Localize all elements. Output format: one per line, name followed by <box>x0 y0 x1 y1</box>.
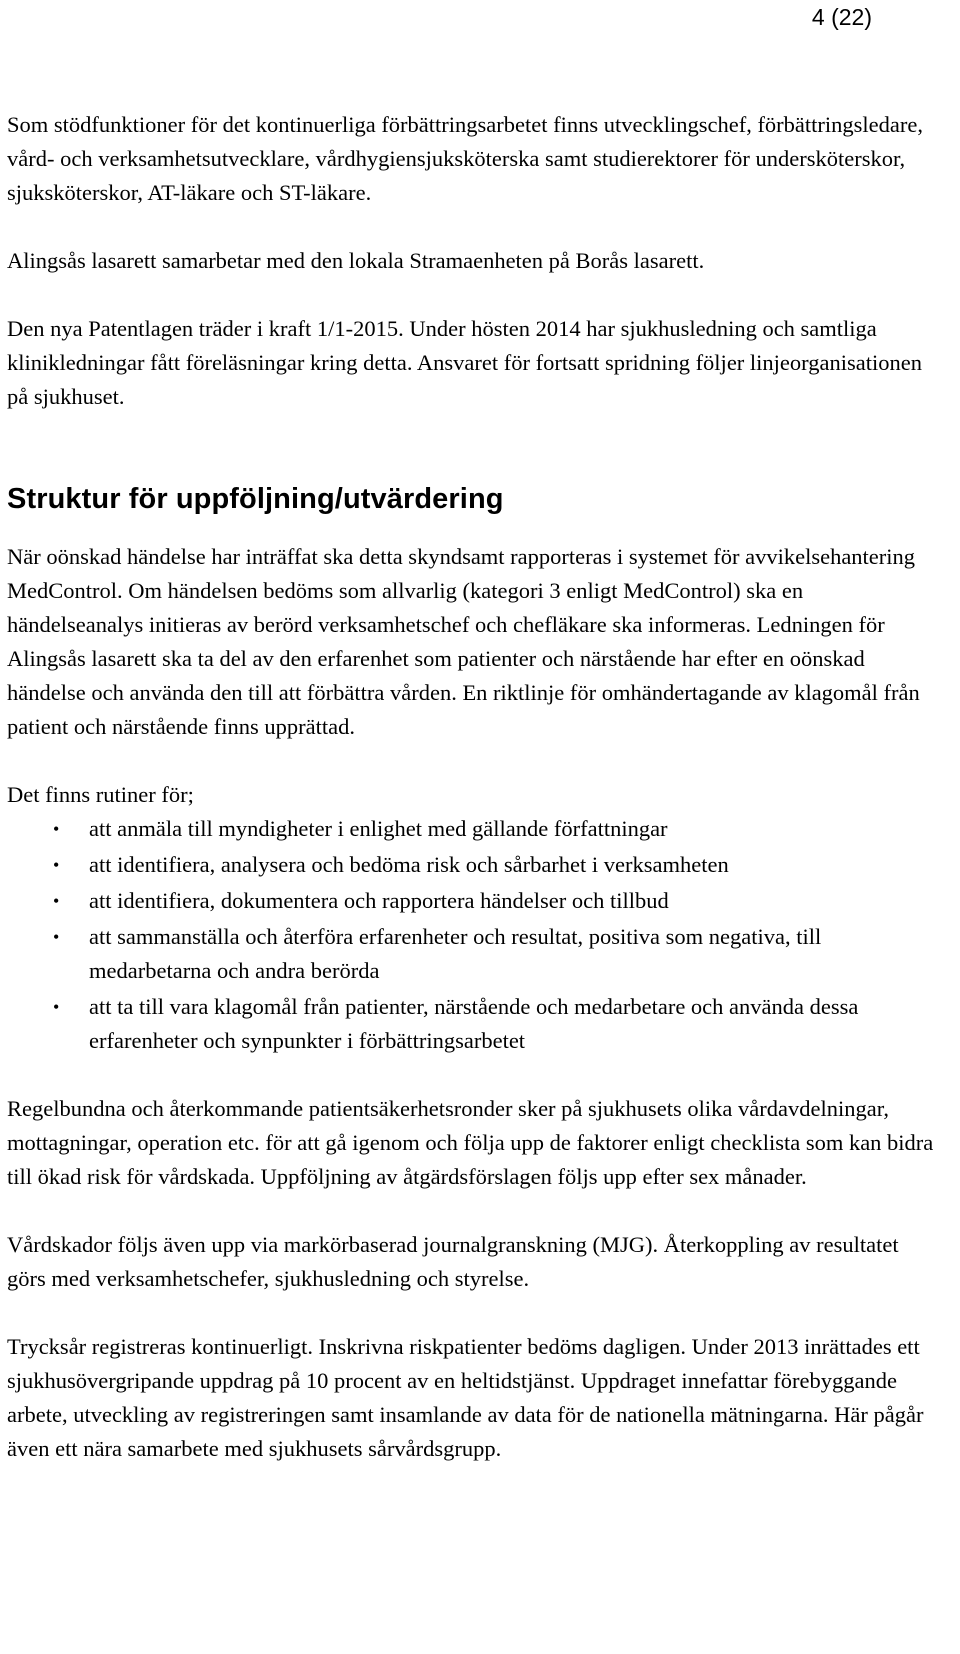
routines-list <box>7 812 942 1058</box>
list-item <box>7 990 942 1058</box>
bullet-icon: • <box>53 819 60 840</box>
list-item <box>7 884 942 918</box>
document-body <box>7 108 942 1466</box>
list-item <box>7 848 942 882</box>
paragraph-strama: Alingsås lasarett samarbetar med den lokala Stramaenheten på Borås lasarett. <box>7 248 705 273</box>
list-item-text: att identifiera, analysera och bedöma risk och sårbarhet i verksamheten <box>89 852 729 878</box>
list-item <box>7 920 942 988</box>
list-item <box>7 812 942 846</box>
list-item-text: att sammanställa och återföra erfarenheter och resultat, positiva som negativa, till medarbetarna och andra berörda <box>89 924 822 984</box>
list-item-text: att identifiera, dokumentera och rapportera händelser och tillbud <box>89 888 669 914</box>
paragraph-safety-rounds: Regelbundna och återkommande patientsäkerhetsronder sker på sjukhusets olika vårdavdelningar, mottagningar, operation etc. för att gå igenom och följa upp de faktorer enligt checklista som kan bidra till ökad risk för vårdskada. Uppföljning av åtgärdsförslagen följs upp efter sex månader. <box>7 1096 934 1190</box>
bullet-icon: • <box>53 927 60 948</box>
section-heading: Struktur för uppföljning/utvärdering <box>7 483 504 515</box>
paragraph-mjg: Vårdskador följs även upp via markörbaserad journalgranskning (MJG). Återkoppling av resultatet görs med verksamhetschefer, sjukhusledning och styrelse. <box>7 1232 899 1292</box>
bullet-icon: • <box>53 891 60 912</box>
paragraph-patent-law: Den nya Patentlagen träder i kraft 1/1-2015. Under hösten 2014 har sjukhusledning och samtliga klinikledningar fått föreläsningar kring detta. Ansvaret för fortsatt spridning följer linjeorganisationen på sjukhuset. <box>7 316 922 409</box>
bullet-icon: • <box>53 997 60 1018</box>
paragraph-pressure-ulcers: Trycksår registreras kontinuerligt. Inskrivna riskpatienter bedöms dagligen. Under 2013 inrättades ett sjukhusövergripande uppdrag på 10 procent av en heltidstjänst. Uppdraget innefattar förebyggande arbete, utveckling av registreringen samt insamlande av data för de nationella mätningarna. Här pågår även ett nära samarbete med sjukhusets sårvårdsgrupp. <box>7 1334 924 1462</box>
list-item-text: att anmäla till myndigheter i enlighet med gällande författningar <box>89 816 668 842</box>
paragraph-support-functions: Som stödfunktioner för det kontinuerliga förbättringsarbetet finns utvecklingschef, förbättringsledare, vård- och verksamhetsutvecklare, vårdhygiensjuksköterska samt studierektorer för undersköterskor, sjuksköterskor, AT-läkare och ST-läkare. <box>7 112 923 205</box>
page-number: 4 (22) <box>811 4 872 30</box>
list-item-text: att ta till vara klagomål från patienter, närstående och medarbetare och använda dessa erfarenheter och synpunkter i förbättringsarbetet <box>89 994 859 1054</box>
bullet-icon: • <box>53 855 60 876</box>
paragraph-incident-reporting: När oönskad händelse har inträffat ska detta skyndsamt rapporteras i systemet för avvikelsehantering MedControl. Om händelsen bedöms som allvarlig (kategori 3 enligt MedControl) ska en händelseanalys initieras av berörd verksamhetschef och chefläkare ska informeras. Ledningen för Alingsås lasarett ska ta del av den erfarenhet som patienter och närstående har efter en oönskad händelse och använda den till att förbättra vården. En riktlinje för omhändertagande av klagomål från patient och närstående finns upprättad. <box>7 544 920 740</box>
paragraph-routines-intro: Det finns rutiner för; <box>7 782 194 808</box>
